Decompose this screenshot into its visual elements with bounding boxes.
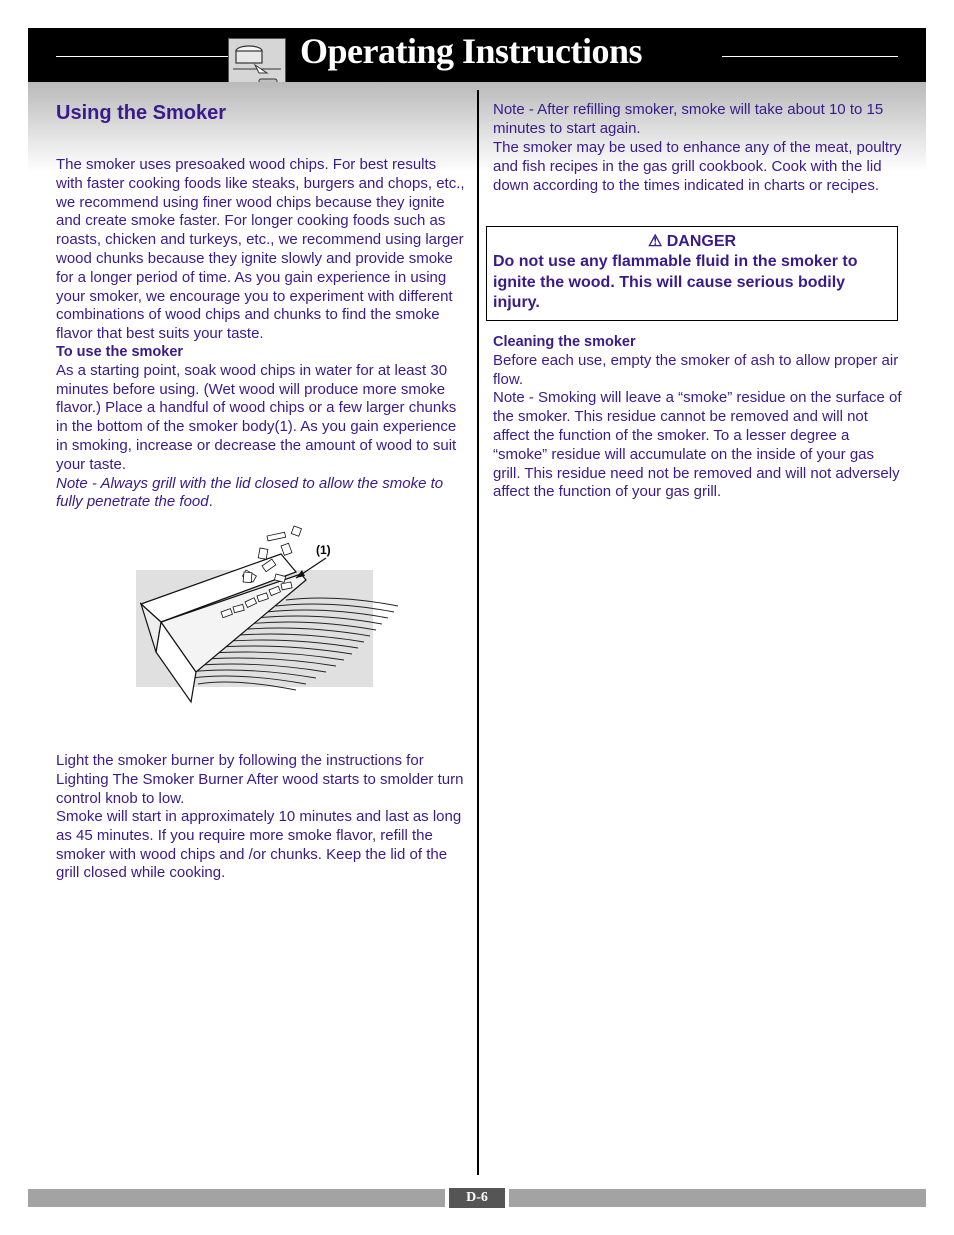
page-number: D-6 bbox=[449, 1188, 505, 1208]
danger-title: ⚠ DANGER bbox=[647, 233, 737, 250]
smoker-illustration bbox=[136, 522, 406, 707]
residue-note: Note - Smoking will leave a “smoke” residue on the surface of the smoker. This residue cannot be removed and will not affect the function of the smoker. To a lesser degree a “smoke” residue will accumulate on the inside of your gas grill. This residue need not be removed and will not adversely affect the function of your gas grill. bbox=[493, 389, 902, 501]
lid-note bbox=[56, 475, 466, 513]
cleaning-heading: Cleaning the smoker bbox=[493, 334, 636, 350]
column-divider bbox=[477, 90, 479, 1175]
danger-text: Do not use any flammable fluid in the smoker to ignite the wood. This will cause serious bodily injury. bbox=[493, 253, 858, 311]
enhance-paragraph: The smoker may be used to enhance any of the meat, poultry and fish recipes in the gas grill cookbook. Cook with the lid down according to the times indicated in charts or recipes. bbox=[493, 139, 902, 194]
refill-note: Note - After refilling smoker, smoke will take about 10 to 15 minutes to start again. bbox=[493, 101, 884, 137]
use-smoker-block bbox=[56, 343, 466, 512]
header-rule-right bbox=[722, 56, 898, 57]
cleaning-block bbox=[493, 333, 903, 502]
figure-callout-label: (1) bbox=[316, 543, 331, 557]
danger-warning-box bbox=[486, 226, 898, 321]
smoke-duration-paragraph: Smoke will start in approximately 10 minutes and last as long as 45 minutes. If you require more smoke flavor, refill the smoker with wood chips and /or chunks. Keep the lid of the grill closed while cooking. bbox=[56, 808, 462, 882]
light-burner-paragraph: Light the smoker burner by following the instructions for Lighting The Smoker Burner After wood starts to smolder turn control knob to low. bbox=[56, 752, 464, 807]
intro-paragraph: The smoker uses presoaked wood chips. For best results with faster cooking foods like steaks, burgers and chops, etc., we recommend using finer wood chips because they ignite and create smoke faster. For longer cooking foods such as roasts, chicken and turkeys, etc., we recommend using larger wood chunks because they ignite slowly and provide smoke for a longer period of time. As you gain experience in using your smoker, we encourage you to experiment with different combinations of wood chips and chunks to find the smoke flavor that best suits your taste. bbox=[56, 156, 465, 343]
use-smoker-paragraph: As a starting point, soak wood chips in water for at least 30 minutes before using. (Wet wood will produce more smoke flavor.) Place a handful of wood chips or a few larger chunks in the bottom of the smoker body(1). As you gain experience in smoking, increase or decrease the amount of wood to suit your taste. bbox=[56, 361, 457, 473]
lid-note-italic: Note - Always grill with the lid closed to allow the smoke to fully penetrate the food bbox=[56, 474, 444, 511]
lid-note-end: . bbox=[208, 493, 213, 511]
header-rule-left bbox=[56, 56, 228, 57]
section-heading: Using the Smoker bbox=[56, 102, 227, 124]
use-smoker-heading: To use the smoker bbox=[56, 344, 184, 360]
page-title: Operating Instructions bbox=[300, 31, 643, 71]
cleaning-paragraph: Before each use, empty the smoker of ash to allow proper air flow. bbox=[493, 351, 899, 388]
